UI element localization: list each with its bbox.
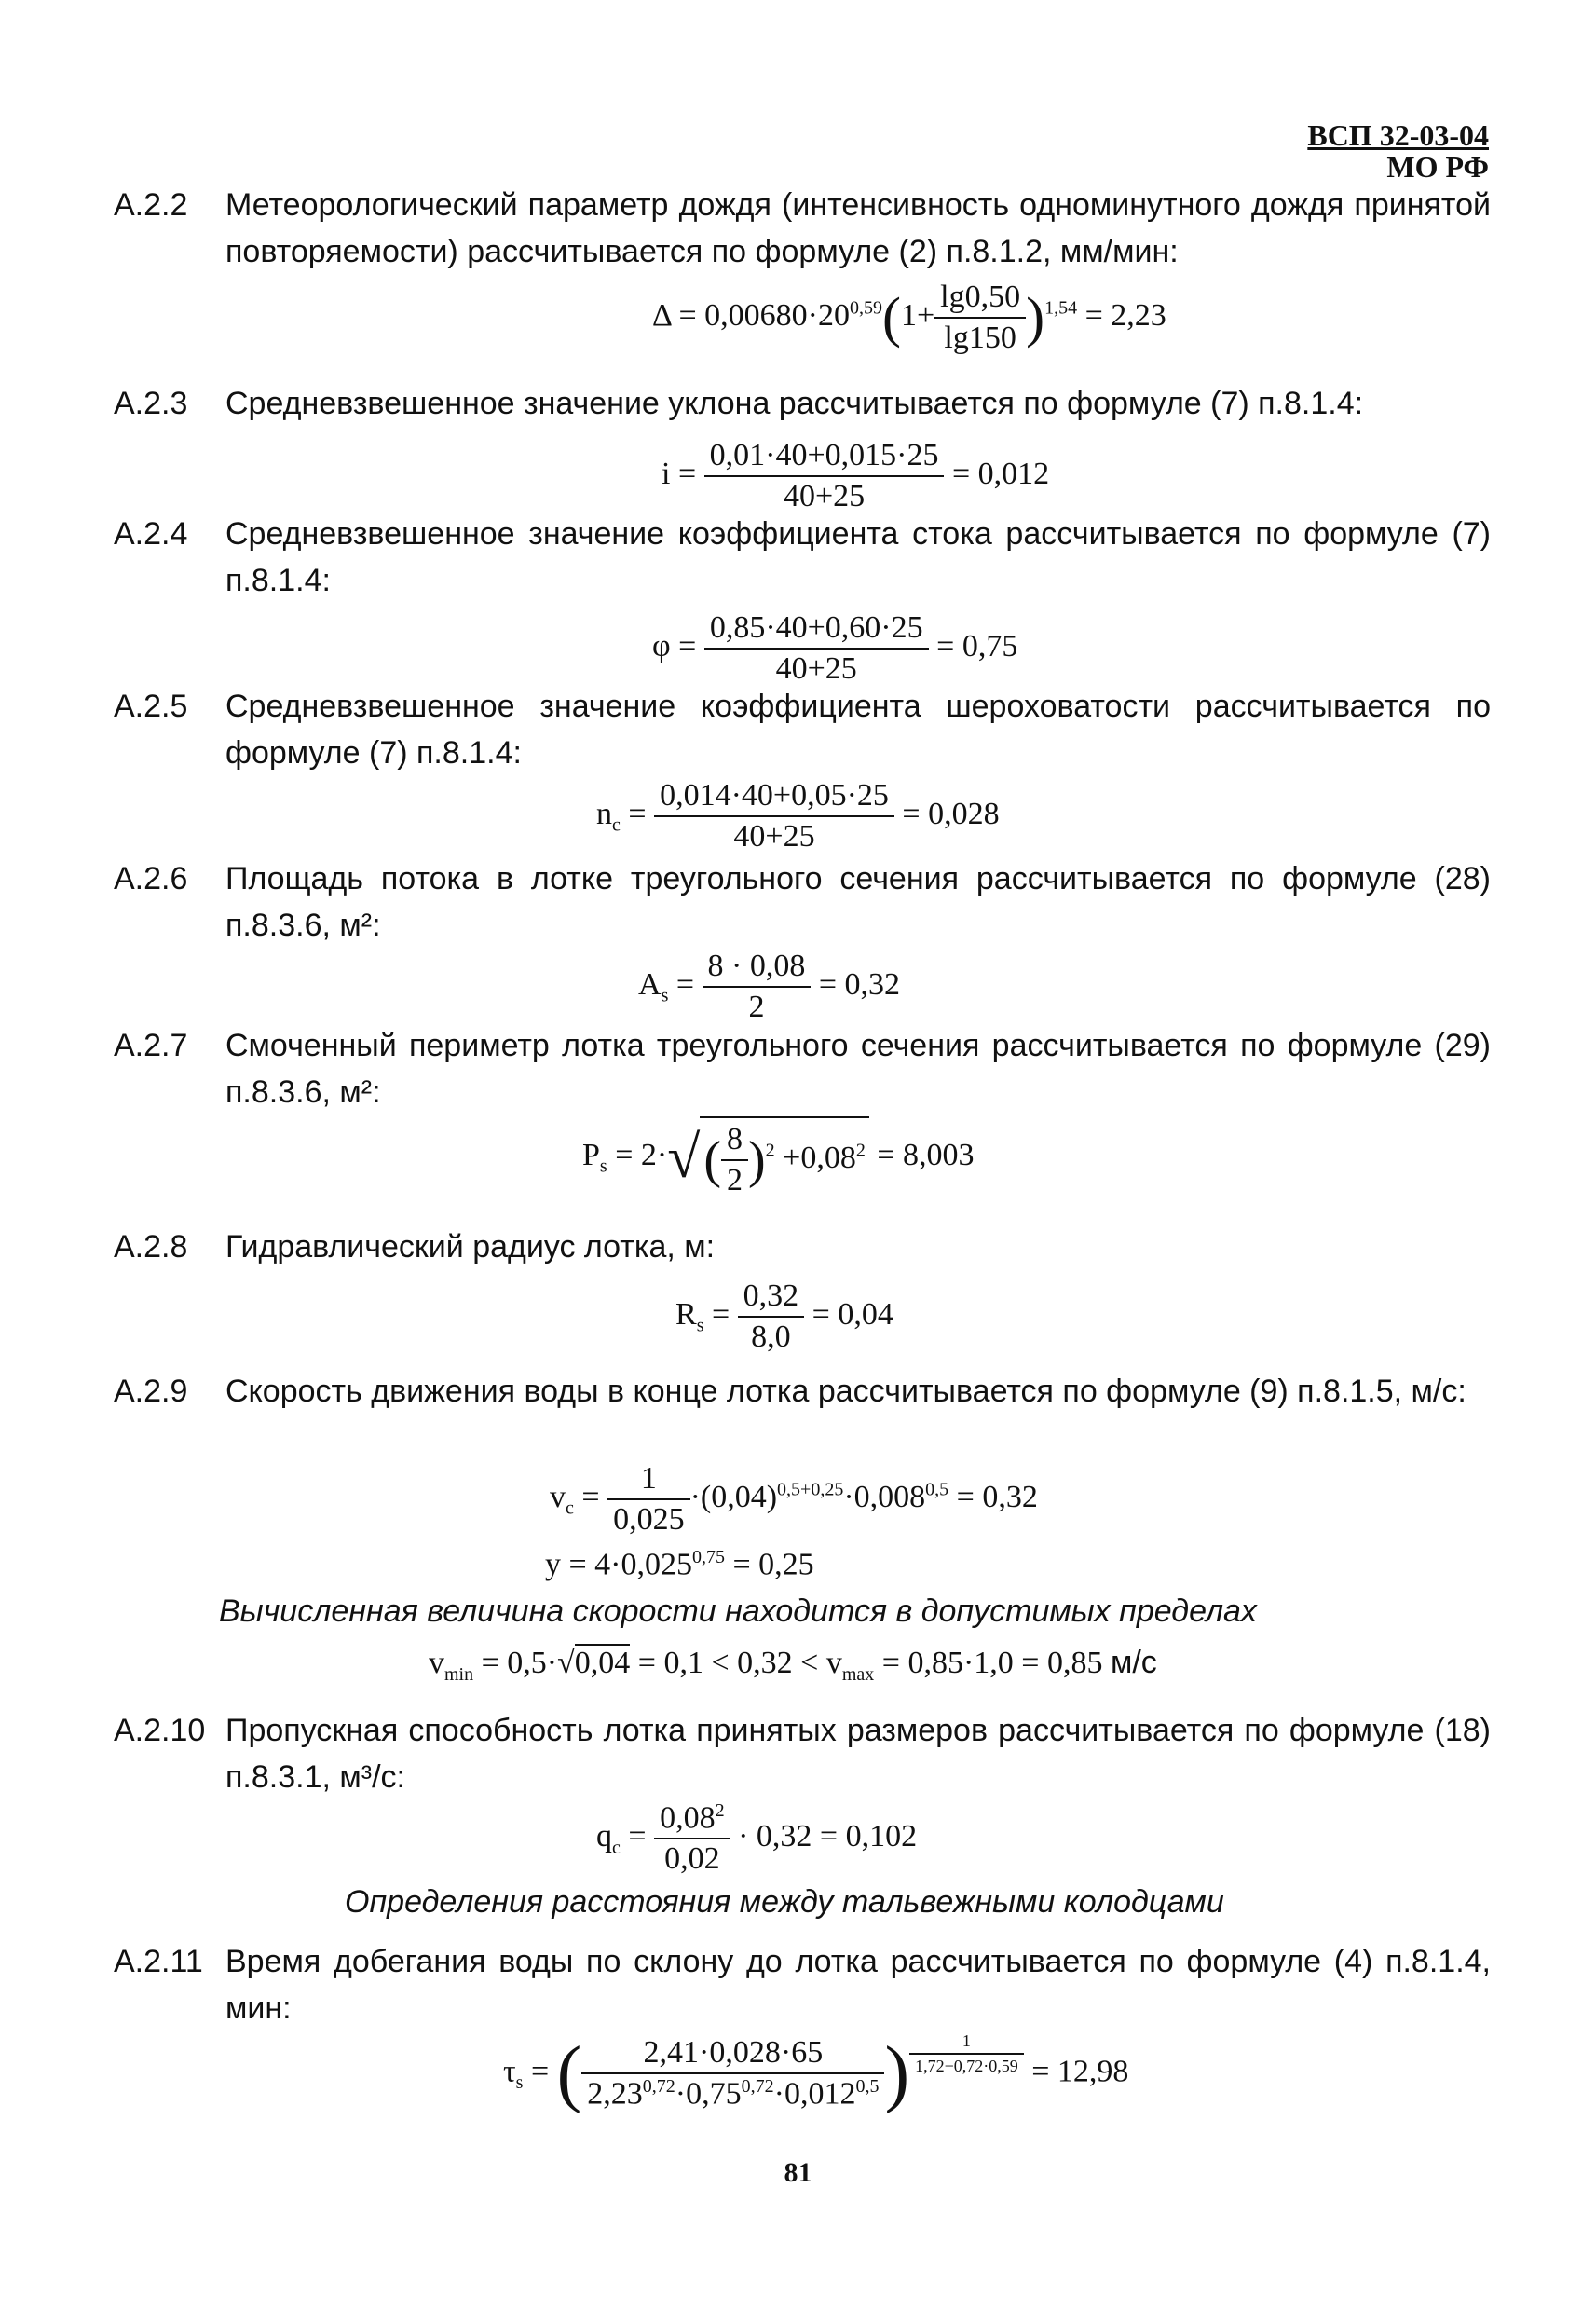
section-number: А.2.9 xyxy=(114,1374,188,1409)
formula-rain-parameter: $\Delta = 0,00680\cdot 20^{0,59}(1+$ $\frac{\lg 0,50}{\lg 150}$ )$^{1,54}$ = 2,23 xyxy=(652,280,1166,355)
subheading-wells: Определения расстояния между тальвежными колодцами xyxy=(345,1884,1224,1920)
section-text: Время добегания воды по склону до лотка рассчитывается по формуле (4) п.8.1.4, мин: xyxy=(225,1944,1491,2026)
formula-flow-velocity: $v_c$ = $\frac{1}{0,025}$ $\cdot(0,04)^{0,5+0,25}\cdot 0,008^{0,5} = 0,32$ xyxy=(550,1461,1038,1537)
formula-hydraulic-radius: $R_s$ = $\frac{0,32}{8,0}$ = 0,04 xyxy=(675,1279,893,1354)
formula-roughness: $n_c$ = $\frac{0,014\cdot 40+0,05\cdot 25}{40+25}$ = 0,028 xyxy=(596,778,1000,854)
organization: МО РФ xyxy=(1386,150,1489,184)
page-number: 81 xyxy=(784,2157,812,2188)
section-text: Скорость движения воды в конце лотка рассчитывается по формуле (9) п.8.1.5, м/с: xyxy=(225,1374,1466,1409)
section-a211 xyxy=(114,1938,1491,2031)
formula-travel-time: $\tau_s$ = ( $\frac{2,41\cdot 0,028\cdot 65}{2,23^{0,72}\cdot 0,75^{0,72}\cdot 0,012^{0,5}}$ ) $\frac{1}{1,72-0,72\cdot 0,59}$ = 12,98 xyxy=(503,2031,1129,2114)
note-velocity-ok: Вычисленная величина скорости находится в допустимых пределах xyxy=(219,1593,1257,1629)
section-text: Площадь потока в лотке треугольного сечения рассчитывается по формуле (28) п.8.3.6, м²: xyxy=(225,861,1491,943)
section-a23 xyxy=(114,380,1491,427)
section-text: Метеорологический параметр дождя (интенсивность одноминутного дождя принятой повторяемости) рассчитывается по формуле (2) п.8.1.2, мм/мин: xyxy=(225,187,1491,269)
section-number: А.2.6 xyxy=(114,861,188,896)
formula-capacity: $q_c$ = $\frac{0,08^2}{0,02}$ · 0,32 = 0,102 xyxy=(596,1800,918,1877)
section-number: А.2.8 xyxy=(114,1229,188,1265)
document-code: ВСП 32-03-04 xyxy=(1307,118,1489,152)
section-a24 xyxy=(114,511,1491,604)
section-number: А.2.10 xyxy=(114,1713,206,1748)
formula-exponent-y: $y = 4\cdot 0,025^{0,75} = 0,25$ xyxy=(545,1547,814,1582)
formula-wetted-perimeter: $P_s = 2\cdot√$( $\frac{8}{2}$ )$^2 +0,08^2 = 8,003$ xyxy=(582,1116,975,1198)
section-number: А.2.7 xyxy=(114,1028,188,1063)
formula-flow-area: $A_s$ = $\frac{8 \cdot 0,08}{2}$ = 0,32 xyxy=(638,949,901,1024)
formula-slope: i = $\frac{0,01\cdot 40+0,015\cdot 25}{40+25}$ = 0,012 xyxy=(662,438,1050,513)
section-number: А.2.3 xyxy=(114,386,188,421)
document-header xyxy=(1307,119,1489,183)
section-a27 xyxy=(114,1022,1491,1115)
formula-velocity-limits: $v_{min} = 0,5\cdot√0,04 = 0,1 < 0,32 < v_{max} = 0,85\cdot 1,0 = 0,85$ м/с xyxy=(429,1645,1157,1685)
section-number: А.2.5 xyxy=(114,689,188,724)
section-a210 xyxy=(114,1707,1491,1800)
section-number: А.2.2 xyxy=(114,187,188,223)
section-text: Средневзвешенное значение уклона рассчитывается по формуле (7) п.8.1.4: xyxy=(225,386,1364,421)
section-text: Гидравлический радиус лотка, м: xyxy=(225,1229,716,1265)
section-a22 xyxy=(114,182,1491,275)
section-a28 xyxy=(114,1224,1491,1270)
section-text: Средневзвешенное значение коэффициента стока рассчитывается по формуле (7) п.8.1.4: xyxy=(225,516,1491,598)
section-number: А.2.11 xyxy=(114,1944,203,1979)
section-text: Пропускная способность лотка принятых размеров рассчитывается по формуле (18) п.8.3.1, м³/с: xyxy=(225,1713,1491,1795)
section-text: Средневзвешенное значение коэффициента шероховатости рассчитывается по формуле (7) п.8.1.4: xyxy=(225,689,1491,771)
section-text: Смоченный периметр лотка треугольного сечения рассчитывается по формуле (29) п.8.3.6, м²: xyxy=(225,1028,1491,1110)
formula-runoff-coefficient: φ = $\frac{0,85\cdot 40+0,60\cdot 25}{40+25}$ = 0,75 xyxy=(652,610,1018,686)
section-a29 xyxy=(114,1368,1491,1415)
section-number: А.2.4 xyxy=(114,516,188,552)
section-a26 xyxy=(114,855,1491,949)
section-a25 xyxy=(114,683,1491,776)
